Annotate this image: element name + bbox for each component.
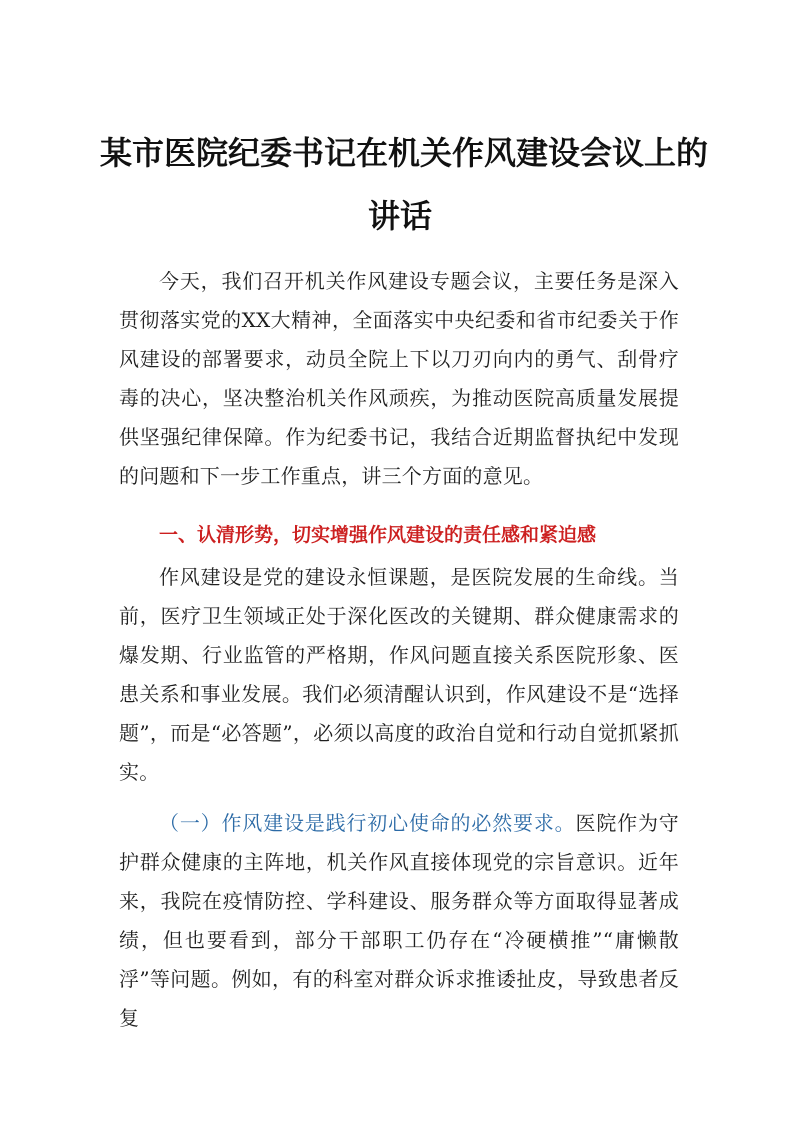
- subsection-1-paragraph: [119, 804, 679, 1038]
- section-1-heading: 一、认清形势，切实增强作风建设的责任感和紧迫感: [159, 524, 597, 546]
- document-title-line-1: 某市医院纪委书记在机关作风建设会议上的: [100, 134, 709, 172]
- section-1-paragraph: 作风建设是党的建设永恒课题，是医院发展的生命线。当前，医疗卫生领域正处于深化医改的关键期、群众健康需求的爆发期、行业监管的严格期，作风问题直接关系医院形象、医患关系和事业发展。我们必须清醒认识到，作风建设不是“选择题”，而是“必答题”，必须以高度的政治自觉和行动自觉抓紧抓实。: [119, 565, 679, 784]
- subsection-1-heading: （一）作风建设是践行初心使命的必然要求。: [159, 811, 576, 835]
- document-title-line-2: 讲话: [367, 197, 432, 235]
- subsection-1-body: 医院作为守护群众健康的主阵地，机关作风直接体现党的宗旨意识。近年来，我院在疫情防控、学科建设、服务群众等方面取得显著成绩，但也要看到，部分干部职工仍存在“冷硬横推”“庸懒散浮”等问题。例如，有的科室对群众诉求推诿扯皮，导致患者反复: [119, 811, 679, 1030]
- intro-paragraph: 今天，我们召开机关作风建设专题会议，主要任务是深入贯彻落实党的XX大精神，全面落实中央纪委和省市纪委关于作风建设的部署要求，动员全院上下以刀刃向内的勇气、刮骨疗毒的决心，坚决整治机关作风顽疾，为推动医院高质量发展提供坚强纪律保障。作为纪委书记，我结合近期监督执纪中发现的问题和下一步工作重点，讲三个方面的意见。: [119, 269, 679, 488]
